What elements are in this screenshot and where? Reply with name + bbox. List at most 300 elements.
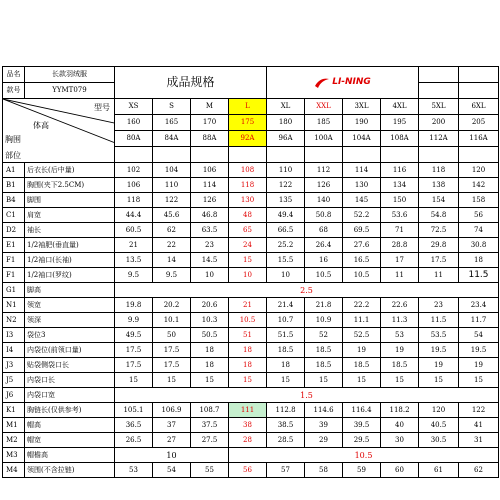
li-ning-mark-icon — [314, 77, 330, 89]
spec-value: 31 — [459, 433, 499, 448]
spec-label: 袖长 — [25, 223, 115, 238]
spec-row — [3, 313, 499, 328]
corner-part-label: 部位 — [5, 151, 21, 160]
spec-value: 29.5 — [343, 433, 381, 448]
spec-value-all-sizes: 1.5 — [115, 388, 499, 403]
spec-label: 肩宽 — [25, 208, 115, 223]
chest-cell: 80A — [115, 131, 153, 147]
spec-value: 138 — [419, 178, 459, 193]
spec-row — [3, 418, 499, 433]
spec-value: 27.6 — [343, 238, 381, 253]
chest-cell: 92A — [229, 131, 267, 147]
sheet-title: 成品规格 — [115, 67, 267, 99]
blank-cell — [419, 147, 459, 163]
spec-value: 25.2 — [267, 238, 305, 253]
spec-label: 领宽 — [25, 298, 115, 313]
spec-code: M2 — [3, 433, 25, 448]
height-cell: 175 — [229, 115, 267, 131]
height-cell: 160 — [115, 115, 153, 131]
spec-value: 120 — [419, 403, 459, 418]
blank-cell — [191, 147, 229, 163]
spec-row — [3, 328, 499, 343]
chest-cell: 88A — [191, 131, 229, 147]
spec-value: 11 — [381, 268, 419, 283]
spec-label: 贴袋侧袋口长 — [25, 358, 115, 373]
spec-code: M1 — [3, 418, 25, 433]
spec-value: 15 — [343, 373, 381, 388]
spec-value: 15 — [305, 373, 343, 388]
spec-value: 38.5 — [267, 418, 305, 433]
spec-value: 54 — [153, 463, 191, 478]
spec-value: 61 — [419, 463, 459, 478]
spec-value: 130 — [229, 193, 267, 208]
chest-cell: 112A — [419, 131, 459, 147]
spec-row — [3, 208, 499, 223]
spec-value: 62 — [459, 463, 499, 478]
spec-value: 19.8 — [115, 298, 153, 313]
spec-value: 30 — [381, 433, 419, 448]
brand-logo — [268, 77, 417, 89]
spec-value: 15 — [459, 373, 499, 388]
spec-value: 55 — [191, 463, 229, 478]
spec-value: 130 — [343, 178, 381, 193]
spec-value: 19 — [343, 343, 381, 358]
spec-table — [2, 66, 499, 478]
spec-value: 54.8 — [419, 208, 459, 223]
spec-value: 50 — [153, 328, 191, 343]
spec-code: I3 — [3, 328, 25, 343]
spec-value: 18 — [267, 358, 305, 373]
spec-value: 122 — [267, 178, 305, 193]
spec-value: 22.6 — [381, 298, 419, 313]
height-cell: 165 — [153, 115, 191, 131]
spec-value: 45.6 — [153, 208, 191, 223]
spec-value: 145 — [343, 193, 381, 208]
chest-cell: 116A — [459, 131, 499, 147]
spec-label: 1/2袖口(长袖) — [25, 253, 115, 268]
spec-value: 122 — [153, 193, 191, 208]
spec-value: 118.2 — [381, 403, 419, 418]
spec-value: 10.5 — [305, 268, 343, 283]
spec-value: 118 — [115, 193, 153, 208]
spec-value: 18 — [229, 358, 267, 373]
spec-value: 110 — [153, 178, 191, 193]
spec-label: 后衣长(后中量) — [25, 163, 115, 178]
spec-value: 23.4 — [459, 298, 499, 313]
size-header-cell: XS — [115, 99, 153, 115]
spec-value: 22.2 — [343, 298, 381, 313]
spec-value: 15 — [115, 373, 153, 388]
spec-value: 15 — [267, 373, 305, 388]
spec-row — [3, 178, 499, 193]
spec-value: 154 — [419, 193, 459, 208]
spec-value: 26.4 — [305, 238, 343, 253]
spec-value: 30.5 — [419, 433, 459, 448]
size-header-cell: 4XL — [381, 99, 419, 115]
spec-value: 23 — [419, 298, 459, 313]
spec-value: 18.5 — [381, 358, 419, 373]
spec-value: 18 — [459, 253, 499, 268]
spec-value: 53.5 — [419, 328, 459, 343]
spec-value: 114.6 — [305, 403, 343, 418]
spec-value: 59 — [343, 463, 381, 478]
spec-value: 106 — [191, 163, 229, 178]
spec-value: 44.4 — [115, 208, 153, 223]
corner-chest-label: 胸围 — [5, 135, 21, 144]
spec-value: 27.5 — [191, 433, 229, 448]
spec-value: 16 — [305, 253, 343, 268]
spec-value: 18 — [191, 358, 229, 373]
style-number: YYMT079 — [25, 83, 115, 99]
spec-value: 122 — [459, 403, 499, 418]
spec-value: 15 — [191, 373, 229, 388]
size-header-cell: 3XL — [343, 99, 381, 115]
spec-code: J6 — [3, 388, 25, 403]
size-spec-sheet — [0, 66, 500, 478]
spec-row — [3, 388, 499, 403]
spec-label: 领围(不含拉链) — [25, 463, 115, 478]
size-header-cell: 5XL — [419, 99, 459, 115]
blank-cell — [459, 147, 499, 163]
chest-cell: 96A — [267, 131, 305, 147]
spec-value: 10 — [229, 268, 267, 283]
spec-value: 46.8 — [191, 208, 229, 223]
spec-value: 29.8 — [419, 238, 459, 253]
spec-value: 41 — [459, 418, 499, 433]
spec-value: 18 — [229, 343, 267, 358]
spec-value: 68 — [305, 223, 343, 238]
spec-value: 10.1 — [153, 313, 191, 328]
spec-value: 134 — [381, 178, 419, 193]
spec-code: J3 — [3, 358, 25, 373]
spec-value: 108.7 — [191, 403, 229, 418]
spec-value: 110 — [267, 163, 305, 178]
spec-label: 内袋位(前领口量) — [25, 343, 115, 358]
spec-value: 28 — [229, 433, 267, 448]
spec-row — [3, 373, 499, 388]
spec-code: K1 — [3, 403, 25, 418]
spec-value: 74 — [459, 223, 499, 238]
spec-value: 11 — [419, 268, 459, 283]
spec-value: 66.5 — [267, 223, 305, 238]
size-header-cell: XXL — [305, 99, 343, 115]
spec-value: 56 — [459, 208, 499, 223]
spec-label: 内袋口长 — [25, 373, 115, 388]
spec-label: 1/2袖口(罗纹) — [25, 268, 115, 283]
spec-value: 13.5 — [115, 253, 153, 268]
spec-label: 脚高 — [25, 283, 115, 298]
spec-value: 51.5 — [267, 328, 305, 343]
chest-cell: 84A — [153, 131, 191, 147]
spec-code: N2 — [3, 313, 25, 328]
spec-value: 19 — [459, 358, 499, 373]
spec-row — [3, 238, 499, 253]
spec-value: 71 — [381, 223, 419, 238]
spec-value: 14 — [153, 253, 191, 268]
height-cell: 170 — [191, 115, 229, 131]
blank-cell — [229, 147, 267, 163]
size-header-cell: S — [153, 99, 191, 115]
size-header-cell: M — [191, 99, 229, 115]
spec-label: 内袋口宽 — [25, 388, 115, 403]
spec-row — [3, 358, 499, 373]
spec-label: 帽檐高 — [25, 448, 115, 463]
spec-value: 10.9 — [305, 313, 343, 328]
spec-value: 20.2 — [153, 298, 191, 313]
spec-value: 15 — [229, 373, 267, 388]
spec-value: 18.5 — [267, 343, 305, 358]
chest-cell: 104A — [343, 131, 381, 147]
spec-value: 16.5 — [343, 253, 381, 268]
spec-value-small-sizes: 10 — [115, 448, 229, 463]
spec-value: 114 — [191, 178, 229, 193]
blank-cell — [343, 147, 381, 163]
spec-value: 19.5 — [419, 343, 459, 358]
spec-value: 15 — [381, 373, 419, 388]
spec-value: 56 — [229, 463, 267, 478]
spec-row — [3, 433, 499, 448]
spec-value: 39 — [305, 418, 343, 433]
spec-code: C1 — [3, 208, 25, 223]
spec-value: 51 — [229, 328, 267, 343]
spec-value: 142 — [459, 178, 499, 193]
spec-row — [3, 253, 499, 268]
spec-value: 126 — [305, 178, 343, 193]
spec-value: 17 — [381, 253, 419, 268]
spec-value: 72.5 — [419, 223, 459, 238]
spec-code: J5 — [3, 373, 25, 388]
spec-value: 21.8 — [305, 298, 343, 313]
spec-value: 10 — [191, 268, 229, 283]
spec-value: 135 — [267, 193, 305, 208]
spec-value: 112 — [305, 163, 343, 178]
spec-value: 10.7 — [267, 313, 305, 328]
spec-value-large-sizes: 10.5 — [229, 448, 499, 463]
spec-value: 30.8 — [459, 238, 499, 253]
height-cell: 185 — [305, 115, 343, 131]
spec-value: 26.5 — [115, 433, 153, 448]
spec-value: 15 — [419, 373, 459, 388]
spec-value: 120 — [459, 163, 499, 178]
spec-value: 60 — [381, 463, 419, 478]
size-header-cell: 6XL — [459, 99, 499, 115]
brand-logo-text: LI-NING — [332, 77, 371, 87]
spec-code: I4 — [3, 343, 25, 358]
spec-code: B4 — [3, 193, 25, 208]
spec-value: 158 — [459, 193, 499, 208]
spec-row — [3, 298, 499, 313]
corner-height-label: 体高 — [33, 121, 49, 130]
spec-value: 9.5 — [153, 268, 191, 283]
size-header-cell: XL — [267, 99, 305, 115]
spec-row — [3, 283, 499, 298]
spec-value: 118 — [229, 178, 267, 193]
height-cell: 190 — [343, 115, 381, 131]
spec-code: F1 — [3, 268, 25, 283]
blank-cell — [305, 147, 343, 163]
spec-value: 116 — [381, 163, 419, 178]
spec-value: 10 — [267, 268, 305, 283]
spec-label: 袋位3 — [25, 328, 115, 343]
spec-row — [3, 343, 499, 358]
spec-label: 帽高 — [25, 418, 115, 433]
spec-value: 15.5 — [267, 253, 305, 268]
spec-code: D2 — [3, 223, 25, 238]
spec-value: 49.5 — [115, 328, 153, 343]
spec-value: 17.5 — [419, 253, 459, 268]
corner-type-label: 型号 — [94, 103, 110, 112]
size-header-cell: L — [229, 99, 267, 115]
spec-value: 105.1 — [115, 403, 153, 418]
spec-value: 11.7 — [459, 313, 499, 328]
spec-value: 150 — [381, 193, 419, 208]
spec-value: 111 — [229, 403, 267, 418]
chest-cell: 108A — [381, 131, 419, 147]
spec-value: 21 — [229, 298, 267, 313]
spec-label: 帽宽 — [25, 433, 115, 448]
spec-value: 28.8 — [381, 238, 419, 253]
spec-value: 23 — [191, 238, 229, 253]
spec-row — [3, 223, 499, 238]
spec-value-all-sizes: 2.5 — [115, 283, 499, 298]
spec-value: 116.4 — [343, 403, 381, 418]
spec-row — [3, 463, 499, 478]
spec-value: 106.9 — [153, 403, 191, 418]
spec-value: 17.5 — [153, 358, 191, 373]
spec-value: 11.5 — [419, 313, 459, 328]
spec-value: 18.5 — [305, 358, 343, 373]
blank-cell — [115, 147, 153, 163]
spec-label: 1/2袖肥(垂直量) — [25, 238, 115, 253]
spec-value: 112.8 — [267, 403, 305, 418]
spec-code: E1 — [3, 238, 25, 253]
spec-value: 37.5 — [191, 418, 229, 433]
spec-label: 胸围(夹下2.5CM) — [25, 178, 115, 193]
spec-value: 69.5 — [343, 223, 381, 238]
spec-value: 50.5 — [191, 328, 229, 343]
product-name: 长款羽绒服 — [25, 67, 115, 83]
height-cell: 200 — [419, 115, 459, 131]
spec-value: 18 — [191, 343, 229, 358]
spec-value: 52 — [305, 328, 343, 343]
spec-value: 37 — [153, 418, 191, 433]
spec-value: 57 — [267, 463, 305, 478]
spec-value: 10.3 — [191, 313, 229, 328]
label-style: 款号 — [3, 83, 25, 99]
spec-value: 58 — [305, 463, 343, 478]
blank-cell — [267, 147, 305, 163]
corner-header — [3, 99, 115, 163]
spec-row — [3, 163, 499, 178]
spec-value: 17.5 — [115, 343, 153, 358]
spec-value: 22 — [153, 238, 191, 253]
height-cell: 205 — [459, 115, 499, 131]
spec-code: N1 — [3, 298, 25, 313]
spec-row — [3, 193, 499, 208]
spec-value: 11.3 — [381, 313, 419, 328]
spec-value: 126 — [191, 193, 229, 208]
spec-row — [3, 403, 499, 418]
spec-label: 胸链长(仅供参考) — [25, 403, 115, 418]
spec-value: 65 — [229, 223, 267, 238]
spec-value: 19 — [381, 343, 419, 358]
spec-code: B1 — [3, 178, 25, 193]
height-cell: 180 — [267, 115, 305, 131]
spec-value: 118 — [419, 163, 459, 178]
spec-row — [3, 268, 499, 283]
spec-value: 28.5 — [267, 433, 305, 448]
spec-value: 24 — [229, 238, 267, 253]
spec-value: 52.5 — [343, 328, 381, 343]
spec-value: 29 — [305, 433, 343, 448]
spec-value: 11.5 — [459, 268, 499, 283]
spec-value: 20.6 — [191, 298, 229, 313]
spec-value: 10.5 — [343, 268, 381, 283]
spec-value: 52.2 — [343, 208, 381, 223]
spec-value: 38 — [229, 418, 267, 433]
spec-value: 63.5 — [191, 223, 229, 238]
spec-value: 19.5 — [459, 343, 499, 358]
spec-value: 106 — [115, 178, 153, 193]
spec-value: 18.5 — [343, 358, 381, 373]
spec-code: M4 — [3, 463, 25, 478]
spec-code: M3 — [3, 448, 25, 463]
height-cell: 195 — [381, 115, 419, 131]
spec-value: 114 — [343, 163, 381, 178]
label-name: 品名 — [3, 67, 25, 83]
spec-value: 53.6 — [381, 208, 419, 223]
spec-code: F1 — [3, 253, 25, 268]
spec-value: 53 — [115, 463, 153, 478]
spec-value: 140 — [305, 193, 343, 208]
spec-value: 102 — [115, 163, 153, 178]
spec-value: 48 — [229, 208, 267, 223]
blank-cell — [381, 147, 419, 163]
spec-value: 108 — [229, 163, 267, 178]
spec-label: 脚围 — [25, 193, 115, 208]
spec-value: 9.9 — [115, 313, 153, 328]
spec-value: 104 — [153, 163, 191, 178]
spec-value: 9.5 — [115, 268, 153, 283]
spec-value: 40 — [381, 418, 419, 433]
spec-value: 18.5 — [305, 343, 343, 358]
spec-value: 11.1 — [343, 313, 381, 328]
spec-value: 53 — [381, 328, 419, 343]
spec-value: 54 — [459, 328, 499, 343]
spec-value: 15 — [229, 253, 267, 268]
spec-value: 10.5 — [229, 313, 267, 328]
spec-value: 21.4 — [267, 298, 305, 313]
chest-cell: 100A — [305, 131, 343, 147]
spec-value: 17.5 — [115, 358, 153, 373]
spec-row — [3, 448, 499, 463]
spec-label: 领深 — [25, 313, 115, 328]
spec-value: 14.5 — [191, 253, 229, 268]
brand-logo-cell — [267, 67, 419, 99]
spec-value: 49.4 — [267, 208, 305, 223]
spec-value: 62 — [153, 223, 191, 238]
spec-value: 17.5 — [153, 343, 191, 358]
spec-value: 60.5 — [115, 223, 153, 238]
spec-value: 27 — [153, 433, 191, 448]
spec-code: A1 — [3, 163, 25, 178]
spec-value: 15 — [153, 373, 191, 388]
blank-cell — [153, 147, 191, 163]
spec-value: 36.5 — [115, 418, 153, 433]
spec-code: G1 — [3, 283, 25, 298]
spec-value: 40.5 — [419, 418, 459, 433]
spec-value: 19 — [419, 358, 459, 373]
